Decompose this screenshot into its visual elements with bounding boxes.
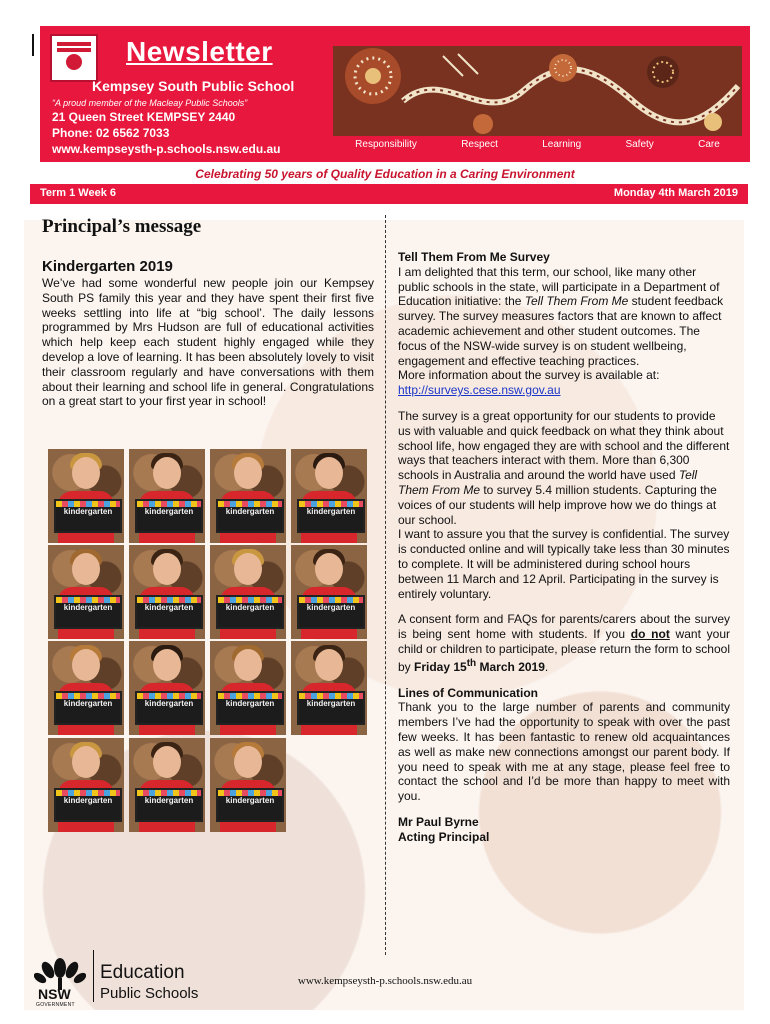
kindergarten-sign: kindergarten [54, 691, 122, 725]
school-website[interactable]: www.kempseysth-p.schools.nsw.edu.au [52, 142, 281, 156]
celebrating-tagline: Celebrating 50 years of Quality Education in a Caring Environment [195, 167, 575, 181]
survey-link[interactable]: http://surveys.cese.nsw.gov.au [398, 383, 561, 398]
student-photo [48, 738, 124, 832]
student-photo [48, 545, 124, 639]
kindergarten-sign: kindergarten [54, 595, 122, 629]
survey-heading: Tell Them From Me Survey [398, 250, 550, 264]
student-photo [48, 641, 124, 735]
newsletter-header [40, 26, 750, 162]
student-photo [210, 641, 286, 735]
signoff-name: Mr Paul Byrne [398, 814, 479, 829]
kindergarten-sign: kindergarten [135, 788, 203, 822]
term-week: Term 1 Week 6 [40, 187, 117, 199]
value-respect: Respect [461, 139, 498, 150]
student-photo [291, 449, 367, 543]
school-values-row [333, 139, 742, 155]
value-responsibility: Responsibility [355, 139, 417, 150]
column-divider [385, 215, 387, 955]
school-motto: “A proud member of the Macleay Public Schools” [52, 98, 248, 108]
student-photo [48, 449, 124, 543]
kindergarten-photo-grid [48, 447, 368, 828]
kindergarten-sign: kindergarten [54, 788, 122, 822]
kindergarten-heading: Kindergarten 2019 [42, 258, 173, 275]
student-photo [210, 738, 286, 832]
footer-website[interactable]: www.kempseysth-p.schools.nsw.edu.au [297, 975, 473, 987]
student-photo [210, 449, 286, 543]
kindergarten-sign: kindergarten [216, 691, 284, 725]
margin-mark [32, 34, 34, 56]
student-photo [291, 641, 367, 735]
school-crest-logo [50, 34, 98, 82]
kindergarten-sign: kindergarten [297, 595, 365, 629]
kindergarten-sign: kindergarten [297, 691, 365, 725]
student-photo [129, 738, 205, 832]
student-photo [129, 641, 205, 735]
public-schools-wordmark: Public Schools [100, 985, 199, 1002]
education-wordmark: Education [100, 962, 185, 983]
survey-paragraph-3: I want to assure you that the survey is confidential. The survey is conducted online and will typically take less than 30 minutes to complete. It will be administered during school hours between 11 March and 12 April. Participating in the survey is entirely voluntary. [398, 527, 730, 601]
value-care: Care [698, 139, 720, 150]
student-photo [129, 449, 205, 543]
kindergarten-sign: kindergarten [135, 595, 203, 629]
value-safety: Safety [625, 139, 654, 150]
kindergarten-sign: kindergarten [135, 691, 203, 725]
student-photo [129, 545, 205, 639]
term-bar [30, 184, 748, 204]
right-column [398, 250, 730, 844]
kindergarten-sign: kindergarten [216, 595, 284, 629]
kindergarten-sign: kindergarten [297, 499, 365, 533]
kindergarten-body: We’ve had some wonderful new people join our Kempsey South PS family this year and they have spent their first five weeks settling into life at “big school’. The daily lessons programmed by Mrs Hudson are full of educational activities which help keep each student highly engaged while they develop a love of learning. It has been absolutely lovely to visit their classroom regularly and have conversations with them about their learning and school life in general. Congratulations on a great start to your first year in school! [42, 276, 374, 409]
indigenous-art-banner [333, 46, 742, 136]
kindergarten-sign: kindergarten [216, 499, 284, 533]
signoff-role: Acting Principal [398, 829, 490, 844]
student-photo [210, 545, 286, 639]
newsletter-title: Newsletter [126, 36, 273, 67]
survey-consent-paragraph: A consent form and FAQs for parents/carers about the survey is being sent home with students. If you do not want your child or children to participate, please return the form to school by Friday 15th March 2019. [398, 612, 730, 674]
government-wordmark: GOVERNMENT [36, 1002, 75, 1008]
communication-body: Thank you to the large number of parents and community members I’ve had the opportunity to speak with over the past few weeks. It has been fantastic to renew old acquaintances as well as make new connections amongst our parent body. If you need to speak with me at any stage, please feel free to contact the school and I’d be more than happy to meet with you. [398, 700, 730, 804]
school-name: Kempsey South Public School [92, 78, 295, 94]
school-address: 21 Queen Street KEMPSEY 2440 [52, 110, 236, 124]
kindergarten-sign: kindergarten [135, 499, 203, 533]
student-photo [291, 545, 367, 639]
issue-date: Monday 4th March 2019 [613, 187, 738, 199]
principals-message-heading: Principal’s message [42, 216, 202, 237]
value-learning: Learning [542, 139, 582, 150]
communication-heading: Lines of Communication [398, 685, 539, 700]
nsw-wordmark: NSW [38, 986, 71, 1002]
school-phone: Phone: 02 6562 7033 [52, 126, 170, 140]
kindergarten-sign: kindergarten [54, 499, 122, 533]
kindergarten-sign: kindergarten [216, 788, 284, 822]
survey-more-info: More information about the survey is available at: [398, 368, 660, 383]
survey-paragraph-2: The survey is a great opportunity for our students to provide us with valuable and quick feedback on what they think about school life, how engaged they are with school and the different ways that teachers interact with them. More than 6,300 schools in Australia and around the world have used Tell Them From Me to survey 5.4 million students. Capturing the voices of our students will help improve how we do things at our school. [398, 408, 730, 527]
survey-paragraph-1: I am delighted that this term, our school, like many other public schools in the state, will participate in a Department of Education initiative: the Tell Them From Me student feedback survey. The survey measures factors that are known to affect academic achievement and other student outcomes. The focus of the NSW-wide survey is on student wellbeing, engagement and effective teaching practices. [398, 264, 724, 368]
